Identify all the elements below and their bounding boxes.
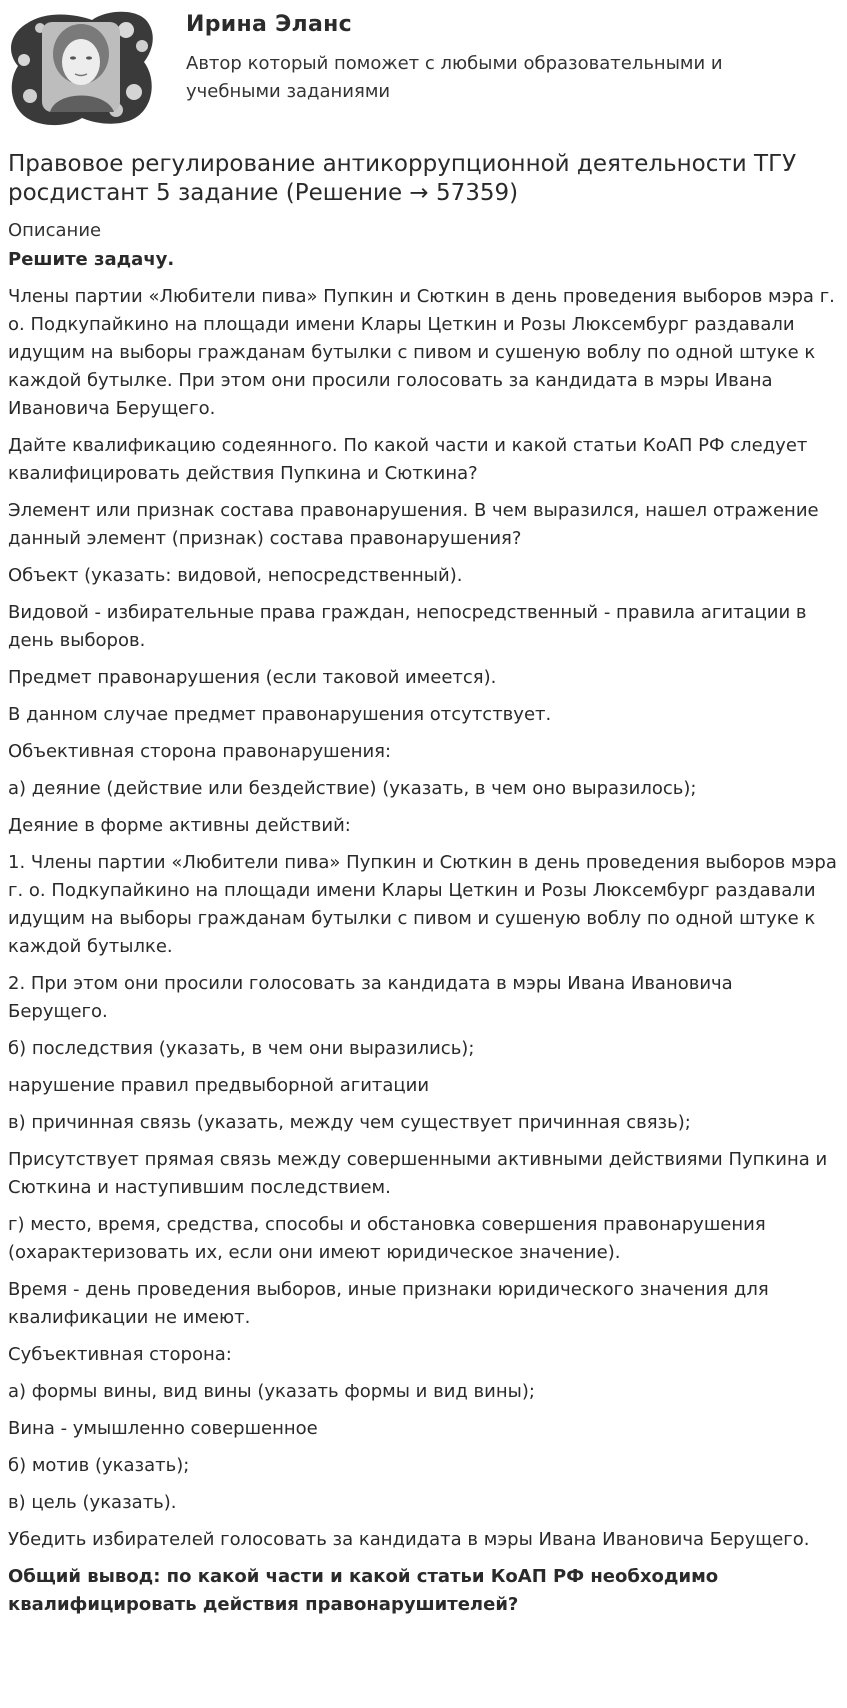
paragraph: Вина - умышленно совершенное [8, 1418, 318, 1439]
paragraph: в) цель (указать). [8, 1492, 177, 1513]
paragraph: а) формы вины, вид вины (указать формы и вид вины); [8, 1381, 535, 1402]
paragraph: 1. Члены партии «Любители пива» Пупкин и Сюткин в день проведения выборов мэра г. о. Подкупайкино на площади имени Клары Цеткин и Розы Люксембург раздавали идущим на выборы гражданам бутылки с пивом и сушеную воблу по одной штуке к каждой бутылке. [8, 852, 837, 957]
paragraph: нарушение правил предвыборной агитации [8, 1075, 430, 1096]
description-label: Описание [8, 220, 102, 241]
paragraph: Деяние в форме активны действий: [8, 815, 351, 836]
paragraph: Видовой - избирательные права граждан, непосредственный - правила агитации в день выборов. [8, 602, 807, 651]
paragraph: 2. При этом они просили голосовать за кандидата в мэры Ивана Ивановича Берущего. [8, 973, 733, 1022]
paragraph: Элемент или признак состава правонарушения. В чем выразился, нашел отражение данный элемент (признак) состава правонарушения? [8, 500, 819, 549]
paragraph: Объект (указать: видовой, непосредственный). [8, 565, 463, 586]
page-title: Правовое регулирование антикоррупционной деятельности ТГУ росдистант 5 задание (Решение → 57359) [8, 151, 797, 206]
paragraph: в) причинная связь (указать, между чем существует причинная связь); [8, 1112, 691, 1133]
bold-paragraph: Общий вывод: по какой части и какой статьи КоАП РФ необходимо квалифицировать действия правонарушителей? [8, 1566, 719, 1615]
bold-paragraph: Решите задачу. [8, 249, 175, 270]
paragraph: В данном случае предмет правонарушения отсутствует. [8, 704, 552, 725]
paragraph: Убедить избирателей голосовать за кандидата в мэры Ивана Ивановича Берущего. [8, 1529, 810, 1550]
paragraph: Дайте квалификацию содеянного. По какой части и какой статьи КоАП РФ следует квалифицировать действия Пупкина и Сюткина? [8, 435, 808, 484]
paragraph: Время - день проведения выборов, иные признаки юридического значения для квалификации не имеют. [8, 1279, 769, 1328]
paragraph: б) последствия (указать, в чем они выразились); [8, 1038, 475, 1059]
paragraph: Субъективная сторона: [8, 1344, 232, 1365]
paragraph: Члены партии «Любители пива» Пупкин и Сюткин в день проведения выборов мэра г. о. Подкупайкино на площади имени Клары Цеткин и Розы Люксембург раздавали идущим на выборы гражданам бутылки с пивом и сушеную воблу по одной штуке к каждой бутылке. При этом они просили голосовать за кандидата в мэры Ивана Ивановича Берущего. [8, 286, 835, 419]
paragraph: Присутствует прямая связь между совершенными активными действиями Пупкина и Сюткина и наступившим последствием. [8, 1149, 828, 1198]
paragraph: г) место, время, средства, способы и обстановка совершения правонарушения (охарактеризовать их, если они имеют юридическое значение). [8, 1214, 766, 1263]
paragraph: а) деяние (действие или бездействие) (указать, в чем оно выразилось); [8, 778, 697, 799]
paragraph: Объективная сторона правонарушения: [8, 741, 392, 762]
author-description: Автор который поможет с любыми образовательными и учебными заданиями [186, 53, 723, 102]
author-avatar[interactable] [6, 6, 158, 130]
author-name[interactable]: Ирина Эланс [186, 12, 352, 37]
paragraph: Предмет правонарушения (если таковой имеется). [8, 667, 497, 688]
paragraph: б) мотив (указать); [8, 1455, 190, 1476]
author-card [0, 0, 847, 130]
description-content [8, 246, 838, 1628]
